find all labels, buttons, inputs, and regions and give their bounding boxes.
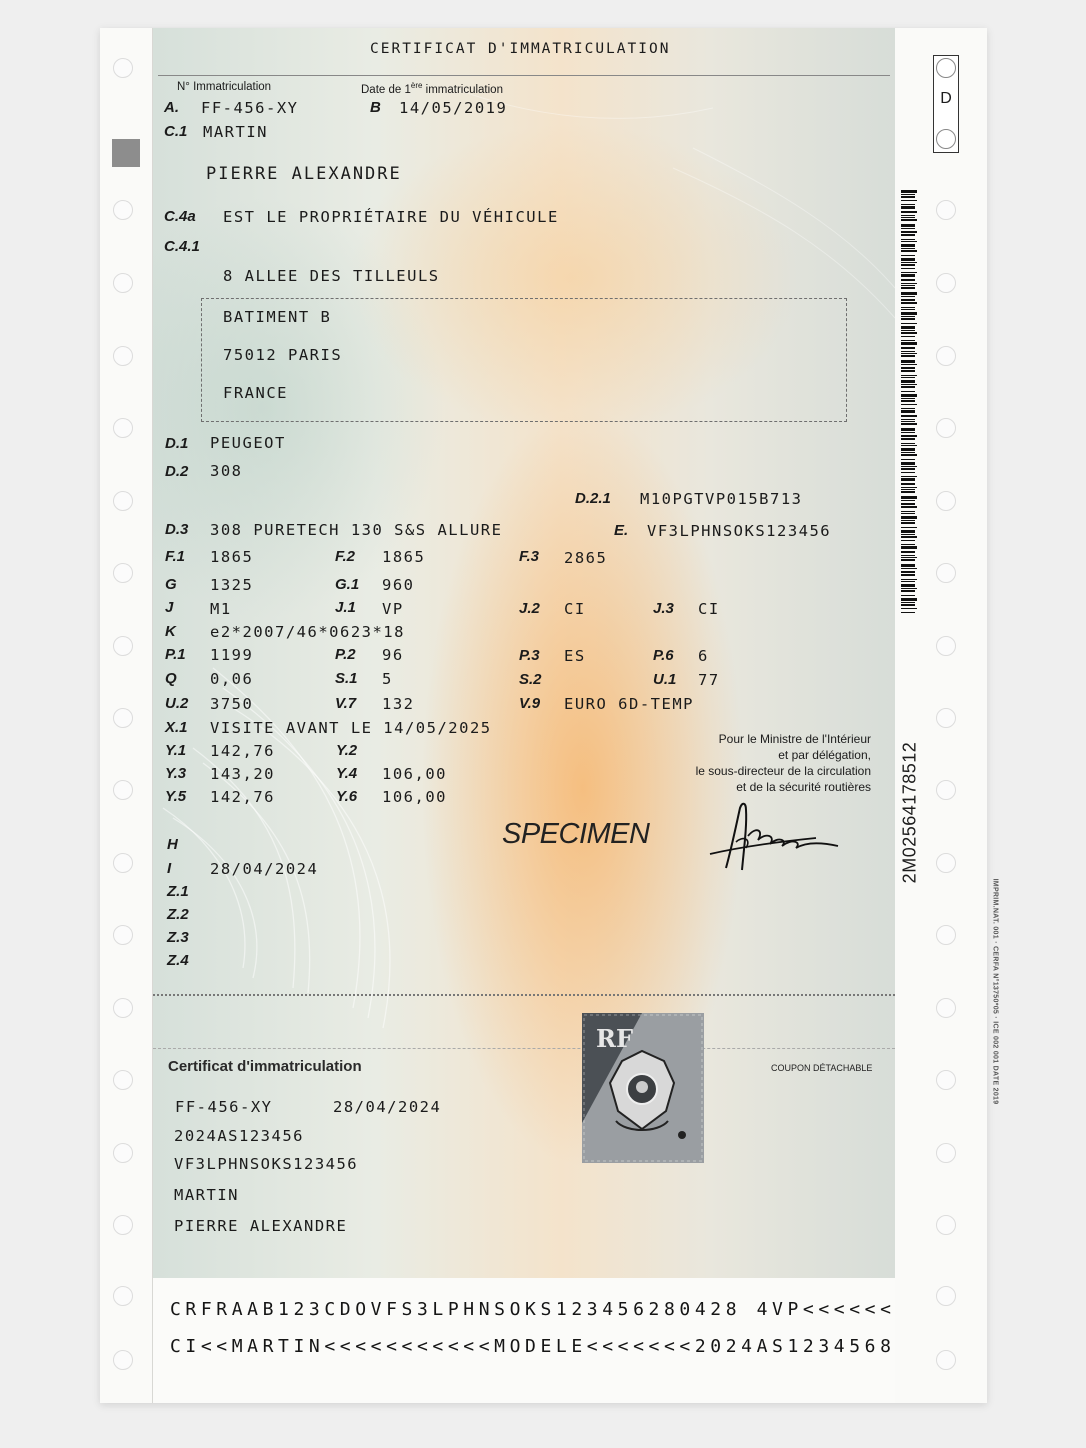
perforation-hole (113, 1350, 133, 1370)
field-g-value: 1325 (210, 576, 254, 594)
perforation-hole (936, 346, 956, 366)
barcode-bar (901, 551, 915, 553)
perforation-hole (936, 418, 956, 438)
imprint-line: IMPRIM.NAT. 001 · CERFA N°13750*05 · ICE 002 001 DATE 2019 (991, 878, 999, 1105)
coupon-perforation (153, 994, 895, 996)
title-rule (158, 75, 890, 76)
barcode-bar (901, 398, 915, 399)
field-p3-value: ES (564, 647, 586, 665)
field-x1-value: VISITE AVANT LE 14/05/2025 (210, 719, 492, 737)
category-box (933, 55, 959, 153)
field-p6-label: P.6 (653, 647, 674, 664)
barcode-bar (901, 419, 915, 420)
mrz-line-1: CRFRAAB123CDOVFS3LPHNSOKS123456280428 4VP<<<<<< (170, 1299, 896, 1320)
barcode-bar (901, 307, 915, 308)
barcode-bar (901, 370, 915, 372)
barcode-bar (901, 228, 915, 229)
field-b-value: 14/05/2019 (399, 99, 508, 117)
field-k-value: e2*2007/46*0623*18 (210, 623, 405, 641)
barcode-bar (901, 487, 917, 488)
ministry-delegation (673, 731, 871, 795)
field-a-label: A. (164, 99, 179, 116)
barcode-bar (901, 478, 915, 481)
barcode-bar (901, 421, 915, 422)
field-p2-value: 96 (382, 646, 404, 664)
coupon-rule (153, 1048, 895, 1049)
field-j-value: M1 (210, 600, 232, 618)
barcode-bar (901, 513, 915, 514)
barcode-bar (901, 445, 917, 446)
barcode-bar (901, 355, 915, 357)
barcode-bar (901, 459, 915, 460)
barcode-bar (901, 375, 917, 376)
barcode-bar (901, 404, 917, 405)
field-c4a-label: C.4a (164, 208, 196, 225)
barcode-bar (901, 394, 917, 397)
ministry-line: Pour le Ministre de l'Intérieur (718, 732, 871, 746)
barcode-bar (901, 264, 915, 266)
barcode-bar (901, 391, 915, 392)
field-q-label: Q (165, 670, 177, 687)
barcode-bar (901, 234, 915, 236)
field-f1-label: F.1 (165, 548, 186, 565)
field-j2-value: CI (564, 600, 586, 618)
field-b-label: B (370, 99, 381, 116)
field-f2-value: 1865 (382, 548, 426, 566)
perforation-hole (936, 1286, 956, 1306)
stamp (582, 1013, 704, 1163)
barcode-bar (901, 604, 915, 606)
barcode-bar (901, 598, 917, 601)
field-p2-label: P.2 (335, 646, 356, 663)
perforation-hole (936, 925, 956, 945)
perforation-hole (113, 273, 133, 293)
barcode-bar (901, 285, 915, 286)
perforation-hole (936, 200, 956, 220)
machine-readable-zone (153, 1278, 895, 1403)
perforation-hole (936, 1143, 956, 1163)
field-p1-label: P.1 (165, 646, 186, 663)
barcode-bar (901, 520, 915, 521)
perforation-hole (113, 563, 133, 583)
barcode-bar (901, 530, 915, 533)
mrz-line-2: CI<<MARTIN<<<<<<<<<<<MODELE<<<<<<<2024AS1234568 (170, 1336, 896, 1357)
barcode-bar (901, 231, 917, 233)
main-panel (153, 28, 895, 1278)
field-u2-value: 3750 (210, 695, 254, 713)
perforation-hole (113, 853, 133, 873)
coupon-number: 2024AS123456 (174, 1127, 304, 1145)
barcode-bar (901, 503, 915, 505)
barcode-bar (901, 309, 915, 310)
perforation-hole (113, 998, 133, 1018)
barcode-bar (901, 400, 915, 402)
stamp-rf-text: RF (596, 1024, 633, 1053)
barcode-bar (901, 272, 917, 273)
barcode-bar (901, 351, 915, 352)
barcode-bar (901, 462, 915, 465)
field-p1-value: 1199 (210, 646, 254, 664)
barcode-bar (901, 546, 917, 549)
barcode-bar (901, 581, 915, 582)
barcode-bar (901, 332, 917, 334)
barcode-bar (901, 283, 917, 284)
barcode-bar (901, 468, 915, 470)
barcode-bar (901, 244, 915, 247)
barcode-bar (901, 428, 915, 431)
field-k-label: K (165, 623, 176, 640)
registration-caption: N° Immatriculation (177, 81, 272, 93)
field-c4a-value: EST LE PROPRIÉTAIRE DU VÉHICULE (223, 208, 559, 226)
field-y3-value: 143,20 (210, 765, 275, 783)
barcode-bar (901, 410, 915, 413)
field-p6-value: 6 (698, 647, 709, 665)
barcode-bar (901, 386, 915, 388)
perforation-hole (113, 708, 133, 728)
barcode-bar (901, 200, 917, 201)
barcode-bar (901, 491, 915, 493)
barcode-bar (901, 544, 915, 545)
coupon-first-names: PIERRE ALEXANDRE (174, 1217, 348, 1235)
field-z3-label: Z.3 (167, 929, 189, 946)
barcode-bar (901, 384, 917, 385)
barcode-bar (901, 564, 915, 567)
barcode-bar (901, 380, 915, 383)
barcode-bar (901, 555, 915, 556)
perforation-hole (936, 780, 956, 800)
barcode-bar (901, 302, 917, 304)
serial-number: 2M02564178512 (899, 741, 920, 884)
perforation-hole (936, 708, 956, 728)
barcode-bar (901, 255, 915, 256)
field-y6-label: Y.6 (336, 788, 358, 805)
field-u2-label: U.2 (165, 695, 189, 712)
barcode-bar (901, 574, 915, 576)
perforation-hole (936, 563, 956, 583)
field-u1-label: U.1 (653, 671, 677, 688)
barcode-bar (901, 536, 917, 538)
barcode-bar (901, 579, 917, 580)
coupon-date: 28/04/2024 (333, 1098, 442, 1116)
perforation-hole (936, 853, 956, 873)
barcode-bar (901, 483, 915, 485)
ministry-line: le sous-directeur de la circulation (695, 764, 871, 778)
field-d2-value: 308 (210, 462, 243, 480)
field-j3-value: CI (698, 600, 720, 618)
barcode-bar (901, 239, 915, 240)
barcode-bar (901, 452, 915, 453)
barcode-bar (901, 438, 915, 440)
barcode-bar (901, 250, 917, 252)
field-v7-value: 132 (382, 695, 415, 713)
signature (706, 796, 846, 874)
barcode-bar (901, 211, 917, 213)
field-d21-label: D.2.1 (575, 490, 611, 507)
barcode-bar (901, 330, 915, 331)
field-p3-label: P.3 (519, 647, 540, 664)
field-f2-label: F.2 (335, 548, 356, 565)
barcode-bar (901, 340, 915, 341)
field-f3-label: F.3 (519, 548, 540, 565)
barcode-bar (901, 415, 917, 417)
barcode-bar (901, 595, 915, 596)
barcode-bar (901, 377, 915, 378)
barcode-bar (901, 602, 915, 603)
barcode-bar (901, 360, 915, 363)
perforation-hole (113, 418, 133, 438)
field-x1-label: X.1 (165, 719, 188, 736)
coupon-vin: VF3LPHNSOKS123456 (174, 1155, 359, 1173)
perforation-hole (936, 1070, 956, 1090)
barcode-bar (901, 584, 915, 587)
barcode-bar (901, 342, 917, 345)
barcode-bar (901, 443, 915, 444)
barcode-bar (901, 274, 915, 277)
address-line: FRANCE (223, 384, 288, 402)
perforation-hole (936, 491, 956, 511)
barcode-bar (901, 326, 915, 329)
field-i-label: I (167, 860, 172, 877)
barcode-bar (901, 489, 915, 490)
perforation-hole (113, 925, 133, 945)
left-perforated-strip (100, 28, 153, 1403)
perforation-hole (113, 346, 133, 366)
field-y1-value: 142,76 (210, 742, 275, 760)
barcode-bar (901, 262, 917, 263)
barcode-bar (901, 296, 915, 297)
perforation-hole (936, 1350, 956, 1370)
coupon-plate: FF-456-XY (175, 1098, 273, 1116)
perforation-hole (113, 1143, 133, 1163)
field-c41-label: C.4.1 (164, 238, 200, 255)
barcode-bar (901, 472, 915, 473)
perforation-hole (936, 998, 956, 1018)
field-y5-value: 142,76 (210, 788, 275, 806)
barcode-bar (901, 312, 917, 315)
perforation-hole (113, 780, 133, 800)
field-d21-value: M10PGTVP015B713 (640, 490, 803, 508)
barcode-bar (901, 279, 915, 281)
barcode-bar (901, 299, 915, 301)
perforation-hole (113, 1070, 133, 1090)
field-f1-value: 1865 (210, 548, 254, 566)
field-y4-value: 106,00 (382, 765, 447, 783)
perforation-hole (936, 273, 956, 293)
barcode-bar (901, 248, 915, 249)
barcode-bar (901, 511, 915, 512)
barcode-bar (901, 466, 917, 467)
address-line: 75012 PARIS (223, 346, 343, 364)
field-z1-label: Z.1 (167, 883, 189, 900)
ministry-line: et de la sécurité routières (736, 780, 871, 794)
barcode-bar (901, 496, 917, 499)
barcode-bar (901, 204, 915, 205)
field-y3-label: Y.3 (165, 765, 187, 782)
barcode-bar (901, 190, 917, 193)
field-v9-value: EURO 6D-TEMP (564, 695, 694, 713)
field-j1-label: J.1 (335, 599, 356, 616)
perforation-hole (113, 58, 133, 78)
barcode-bar (901, 557, 917, 558)
barcode-bar (901, 590, 915, 592)
field-s1-label: S.1 (335, 670, 358, 687)
field-s2-label: S.2 (519, 671, 542, 688)
barcode-bar (901, 336, 915, 337)
barcode-bar (901, 353, 917, 354)
field-j3-label: J.3 (653, 600, 674, 617)
barcode-bar (901, 476, 917, 477)
barcode-bar (901, 454, 917, 456)
coupon-title: Certificat d'immatriculation (168, 1058, 362, 1075)
barcode-bar (901, 540, 915, 541)
right-perforated-strip (894, 28, 999, 1403)
field-g1-value: 960 (382, 576, 415, 594)
ministry-line: et par délégation, (778, 748, 871, 762)
barcode-bar (901, 612, 915, 613)
field-s1-value: 5 (382, 670, 393, 688)
barcode-bar (901, 522, 915, 524)
barcode-bar (901, 571, 915, 573)
perforation-hole (113, 1286, 133, 1306)
box-circle (936, 129, 956, 149)
barcode-bar (901, 559, 915, 561)
field-y1-label: Y.1 (165, 742, 187, 759)
security-square (112, 139, 140, 167)
perforation-hole (936, 1215, 956, 1235)
barcode-bar (901, 423, 917, 425)
perforation-hole (113, 1215, 133, 1235)
barcode-bar (901, 364, 917, 365)
field-j-label: J (165, 599, 174, 616)
barcode-bar (901, 568, 917, 569)
barcode-bar (901, 435, 917, 437)
barcode-bar (901, 292, 917, 295)
coupon-detach-label: COUPON DÉTACHABLE (771, 1063, 873, 1073)
field-z2-label: Z.2 (167, 906, 189, 923)
barcode-bar (901, 196, 915, 198)
barcode-bar (901, 432, 915, 433)
perforation-hole (113, 200, 133, 220)
barcode-bar (901, 268, 915, 269)
first-registration-caption: Date de 1ère immatriculation (361, 81, 503, 96)
barcode-bar (901, 500, 915, 501)
box-circle (936, 58, 956, 78)
category-letter: D (940, 90, 952, 107)
barcode-bar (901, 241, 917, 242)
barcode-bar (901, 258, 915, 261)
barcode-bar (901, 217, 915, 218)
document-title: CERTIFICAT D'IMMATRICULATION (370, 41, 671, 57)
field-h-label: H (167, 836, 178, 853)
field-d1-value: PEUGEOT (210, 434, 286, 452)
address-line: BATIMENT B (223, 308, 332, 326)
barcode-bar (901, 588, 917, 589)
field-q-value: 0,06 (210, 670, 254, 688)
field-v9-label: V.9 (519, 695, 541, 712)
holder-first-names: PIERRE ALEXANDRE (206, 164, 402, 184)
field-d1-label: D.1 (165, 435, 189, 452)
barcode-bar (901, 448, 915, 451)
barcode-bar (901, 287, 915, 289)
barcode-bar (901, 194, 915, 195)
field-d2-label: D.2 (165, 463, 189, 480)
field-c1-label: C.1 (164, 123, 188, 140)
perforation-hole (113, 491, 133, 511)
barcode-bar (901, 316, 915, 317)
address-line: 8 ALLEE DES TILLEULS (223, 267, 440, 285)
specimen-mark: SPECIMEN (502, 818, 650, 850)
field-g1-label: G.1 (335, 576, 360, 593)
registration-certificate (100, 28, 999, 1403)
barcode-bar (901, 534, 915, 535)
field-d3-value: 308 PURETECH 130 S&S ALLURE (210, 521, 503, 539)
barcode-bar (901, 323, 917, 324)
field-y5-label: Y.5 (165, 788, 187, 805)
coupon-name: MARTIN (174, 1186, 239, 1204)
barcode-bar (901, 318, 915, 320)
barcode-bar (901, 215, 915, 216)
field-j2-label: J.2 (519, 600, 540, 617)
barcode-bar (901, 608, 917, 609)
barcode (901, 190, 917, 616)
barcode-bar (901, 347, 915, 349)
field-z4-label: Z.4 (167, 952, 189, 969)
field-y4-label: Y.4 (336, 765, 358, 782)
barcode-bar (901, 219, 917, 221)
field-e-value: VF3LPHNSOKS123456 (647, 522, 832, 540)
field-v7-label: V.7 (335, 695, 357, 712)
field-g-label: G (165, 576, 177, 593)
barcode-bar (901, 206, 915, 209)
barcode-bar (901, 224, 915, 227)
barcode-bar (901, 506, 917, 508)
field-u1-value: 77 (698, 671, 720, 689)
barcode-bar (901, 527, 917, 528)
field-e-label: E. (614, 522, 629, 539)
field-y6-value: 106,00 (382, 788, 447, 806)
perforation-hole (936, 636, 956, 656)
barcode-bar (901, 516, 917, 519)
field-y2-label: Y.2 (336, 742, 358, 759)
field-c1-value: MARTIN (203, 123, 268, 141)
field-j1-value: VP (382, 600, 404, 618)
field-i-value: 28/04/2024 (210, 860, 319, 878)
field-f3-value: 2865 (564, 549, 608, 567)
field-d3-label: D.3 (165, 521, 189, 538)
perforation-hole (113, 636, 133, 656)
field-a-value: FF-456-XY (201, 99, 299, 117)
barcode-bar (901, 408, 915, 409)
barcode-bar (901, 367, 915, 369)
